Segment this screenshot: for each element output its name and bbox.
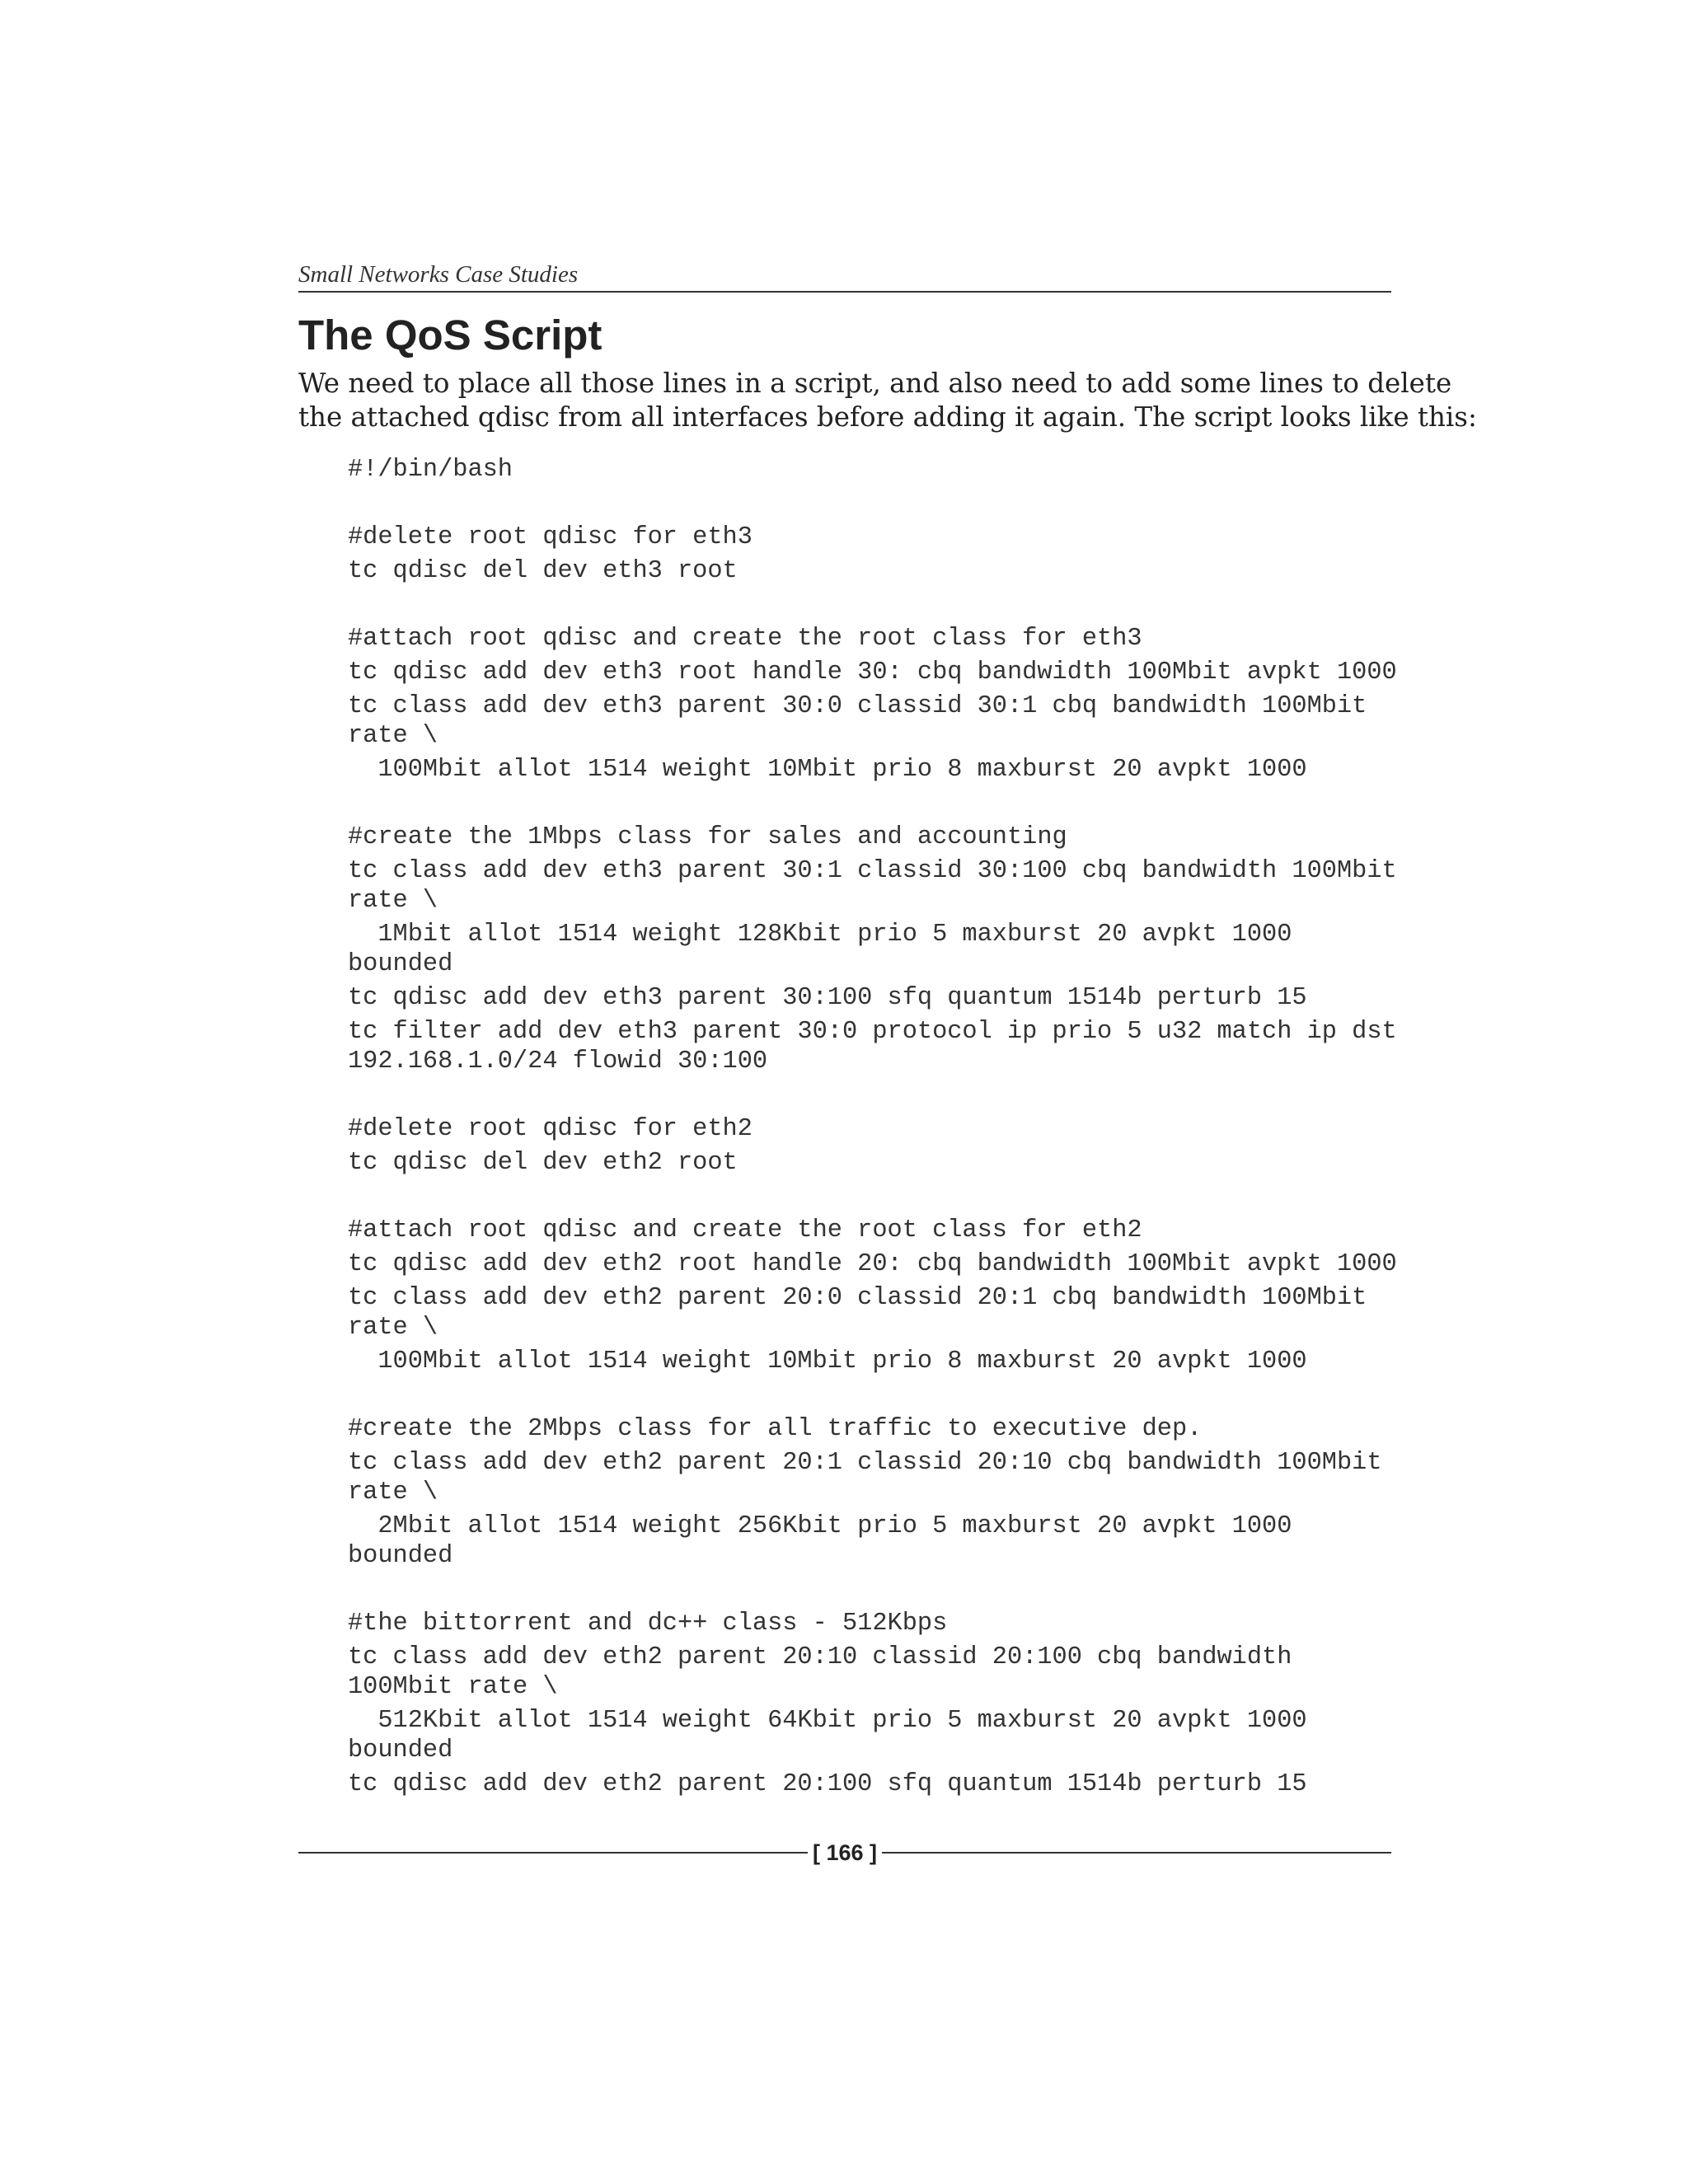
intro-line: We need to place all those lines in a script, and also need to add some lines to delete <box>298 368 1452 399</box>
running-header: Small Networks Case Studies <box>298 260 1391 293</box>
code-line: tc class add dev eth3 parent 30:0 classid 30:1 cbq bandwidth 100Mbit <box>348 692 1367 720</box>
code-comment-line: #create the 1Mbps class for sales and accounting <box>348 823 1067 851</box>
code-line: tc class add dev eth2 parent 20:1 classid 20:10 cbq bandwidth 100Mbit <box>348 1449 1382 1477</box>
page-footer <box>298 1836 1391 1869</box>
code-line-wrap: rate \ <box>348 887 438 915</box>
code-line: #!/bin/bash <box>348 456 513 484</box>
code-blank-line <box>348 590 1391 620</box>
code-line: tc class add dev eth2 parent 20:10 classid 20:100 cbq bandwidth <box>348 1643 1292 1671</box>
code-line-wrap: rate \ <box>348 1479 438 1507</box>
page-number: [ 166 ] <box>812 1840 878 1865</box>
code-line-wrap: bounded <box>348 1542 453 1570</box>
code-line: tc qdisc add dev eth3 parent 30:100 sfq quantum 1514b perturb 15 <box>348 984 1307 1012</box>
code-line: tc filter add dev eth3 parent 30:0 protocol ip prio 5 u32 match ip dst <box>348 1018 1397 1046</box>
code-line: tc qdisc add dev eth3 root handle 30: cbq bandwidth 100Mbit avpkt 1000 <box>348 658 1397 687</box>
section-title: The QoS Script <box>298 312 603 359</box>
code-listing <box>348 455 1397 1799</box>
code-line: tc class add dev eth2 parent 20:0 classid 20:1 cbq bandwidth 100Mbit <box>348 1284 1367 1312</box>
code-line: tc qdisc add dev eth2 parent 20:100 sfq quantum 1514b perturb 15 <box>348 1770 1307 1798</box>
code-blank-line <box>348 1080 1391 1110</box>
code-comment-line: #the bittorrent and dc++ class - 512Kbps <box>348 1610 948 1638</box>
code-line: tc qdisc del dev eth2 root <box>348 1149 738 1177</box>
code-comment-line: #delete root qdisc for eth2 <box>348 1115 753 1143</box>
footer-rule-right <box>882 1852 1391 1854</box>
code-blank-line <box>348 1575 1391 1605</box>
code-line-wrap: 100Mbit rate \ <box>348 1673 558 1701</box>
code-line-wrap: 192.168.1.0/24 flowid 30:100 <box>348 1047 768 1076</box>
intro-paragraph <box>298 367 1477 434</box>
code-line-wrap: bounded <box>348 1736 453 1765</box>
code-line-continuation: 2Mbit allot 1514 weight 256Kbit prio 5 maxburst 20 avpkt 1000 <box>348 1512 1292 1540</box>
code-blank-line <box>348 489 1391 518</box>
code-line: tc qdisc add dev eth2 root handle 20: cbq bandwidth 100Mbit avpkt 1000 <box>348 1250 1397 1278</box>
code-line: tc class add dev eth3 parent 30:1 classid 30:100 cbq bandwidth 100Mbit <box>348 857 1397 885</box>
intro-line: the attached qdisc from all interfaces before adding it again. The script looks like this: <box>298 401 1477 433</box>
code-comment-line: #create the 2Mbps class for all traffic to executive dep. <box>348 1415 1203 1443</box>
code-line-continuation: 1Mbit allot 1514 weight 128Kbit prio 5 maxburst 20 avpkt 1000 <box>348 921 1292 949</box>
code-comment-line: #delete root qdisc for eth3 <box>348 523 753 551</box>
code-line-continuation: 100Mbit allot 1514 weight 10Mbit prio 8 maxburst 20 avpkt 1000 <box>348 756 1307 784</box>
page-content <box>298 260 1477 1803</box>
code-line-wrap: bounded <box>348 950 453 978</box>
code-line-wrap: rate \ <box>348 722 438 750</box>
code-line-continuation: 100Mbit allot 1514 weight 10Mbit prio 8 maxburst 20 avpkt 1000 <box>348 1347 1307 1376</box>
code-line-wrap: rate \ <box>348 1314 438 1342</box>
code-line: tc qdisc del dev eth3 root <box>348 557 738 585</box>
code-line-continuation: 512Kbit allot 1514 weight 64Kbit prio 5 maxburst 20 avpkt 1000 <box>348 1707 1307 1735</box>
code-blank-line <box>348 1380 1391 1410</box>
code-blank-line <box>348 1182 1391 1212</box>
code-comment-line: #attach root qdisc and create the root class for eth3 <box>348 625 1142 653</box>
code-comment-line: #attach root qdisc and create the root class for eth2 <box>348 1216 1142 1244</box>
footer-rule-left <box>298 1852 808 1854</box>
code-blank-line <box>348 789 1391 818</box>
